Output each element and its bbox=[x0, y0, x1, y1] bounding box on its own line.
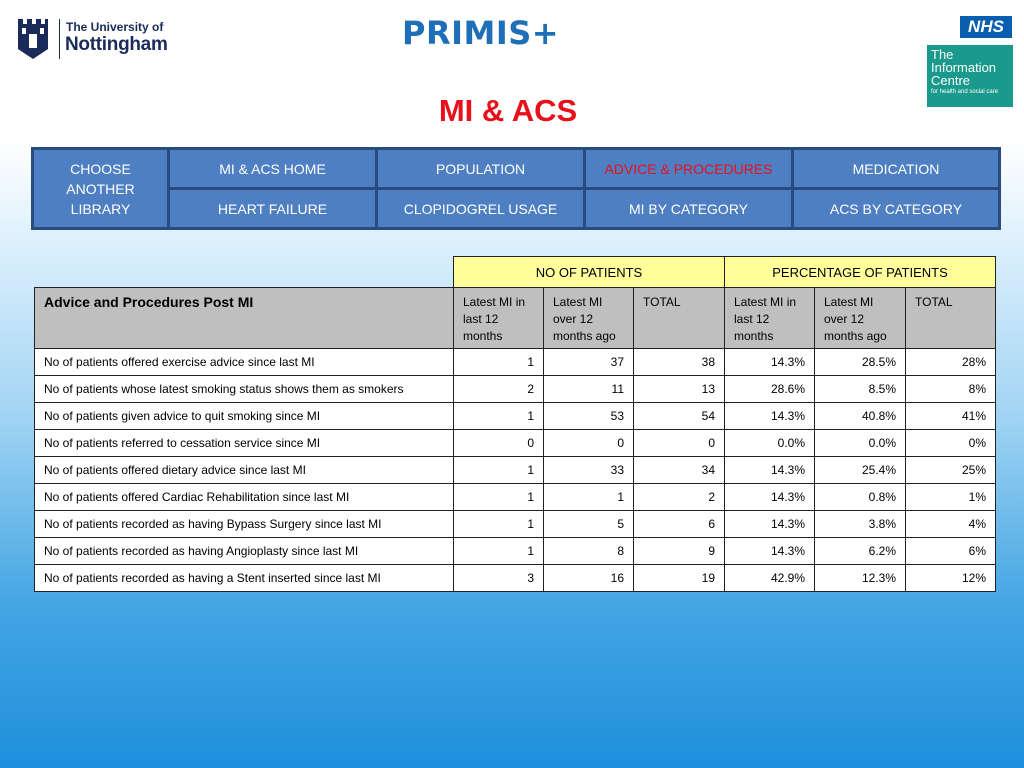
table-cell: 11 bbox=[544, 376, 634, 403]
table-row bbox=[35, 403, 996, 430]
table-cell: 1 bbox=[454, 457, 544, 484]
row-label: No of patients offered dietary advice since last MI bbox=[35, 457, 454, 484]
table-row bbox=[35, 376, 996, 403]
table-cell: 13 bbox=[634, 376, 725, 403]
table-cell: 2 bbox=[634, 484, 725, 511]
table-cell: 28.6% bbox=[725, 376, 815, 403]
table-cell: 0 bbox=[454, 430, 544, 457]
ic-logo-line1: The bbox=[931, 47, 954, 62]
table-cell: 1 bbox=[454, 538, 544, 565]
row-label: No of patients given advice to quit smoking since MI bbox=[35, 403, 454, 430]
table-cell: 2 bbox=[454, 376, 544, 403]
table-cell: 0.8% bbox=[815, 484, 906, 511]
primis-logo: PRIMIS+ bbox=[402, 14, 560, 52]
nav-advice-procedures[interactable]: ADVICE & PROCEDURES bbox=[586, 150, 791, 187]
table-row bbox=[35, 349, 996, 376]
column-header-row bbox=[35, 288, 996, 349]
row-label: No of patients referred to cessation service since MI bbox=[35, 430, 454, 457]
table-cell: 14.3% bbox=[725, 457, 815, 484]
table-row bbox=[35, 457, 996, 484]
table-cell: 0.0% bbox=[725, 430, 815, 457]
row-label: No of patients recorded as having a Stent inserted since last MI bbox=[35, 565, 454, 592]
table-cell: 8.5% bbox=[815, 376, 906, 403]
nav-medication[interactable]: MEDICATION bbox=[794, 150, 998, 187]
table-cell: 42.9% bbox=[725, 565, 815, 592]
table-cell: 12% bbox=[906, 565, 996, 592]
table-row bbox=[35, 538, 996, 565]
blank-cell bbox=[35, 257, 454, 288]
column-header: Latest MI in last 12 months bbox=[454, 288, 544, 349]
table-row bbox=[35, 430, 996, 457]
ic-logo-line3: Centre bbox=[931, 73, 971, 88]
table-cell: 14.3% bbox=[725, 403, 815, 430]
advice-procedures-table bbox=[34, 256, 996, 592]
table-cell: 41% bbox=[906, 403, 996, 430]
ic-logo-line2: Information bbox=[931, 60, 997, 75]
table-cell: 14.3% bbox=[725, 538, 815, 565]
row-label: No of patients recorded as having Bypass Surgery since last MI bbox=[35, 511, 454, 538]
table-cell: 25.4% bbox=[815, 457, 906, 484]
table-cell: 16 bbox=[544, 565, 634, 592]
table-cell: 0 bbox=[634, 430, 725, 457]
nav-clopidogrel-usage[interactable]: CLOPIDOGREL USAGE bbox=[378, 190, 583, 227]
table-cell: 4% bbox=[906, 511, 996, 538]
university-name-line1: The University of bbox=[66, 20, 164, 34]
table-cell: 6.2% bbox=[815, 538, 906, 565]
table-cell: 12.3% bbox=[815, 565, 906, 592]
row-label: No of patients recorded as having Angioplasty since last MI bbox=[35, 538, 454, 565]
library-navigation bbox=[31, 147, 1001, 230]
group-header-row bbox=[35, 257, 996, 288]
group-header-no-of-patients: NO OF PATIENTS bbox=[454, 257, 725, 288]
table-cell: 0 bbox=[544, 430, 634, 457]
table-cell: 34 bbox=[634, 457, 725, 484]
table-cell: 1 bbox=[454, 349, 544, 376]
column-header: Latest MI over 12 months ago bbox=[815, 288, 906, 349]
table-cell: 37 bbox=[544, 349, 634, 376]
table-cell: 1% bbox=[906, 484, 996, 511]
table-row bbox=[35, 511, 996, 538]
table-cell: 53 bbox=[544, 403, 634, 430]
nav-acs-by-category[interactable]: ACS BY CATEGORY bbox=[794, 190, 998, 227]
page-title: MI & ACS bbox=[438, 93, 578, 128]
table-cell: 19 bbox=[634, 565, 725, 592]
nav-population[interactable]: POPULATION bbox=[378, 150, 583, 187]
table-cell: 0.0% bbox=[815, 430, 906, 457]
table-cell: 3.8% bbox=[815, 511, 906, 538]
table-cell: 38 bbox=[634, 349, 725, 376]
table-cell: 1 bbox=[454, 403, 544, 430]
table-cell: 8% bbox=[906, 376, 996, 403]
section-title: Advice and Procedures Post MI bbox=[35, 288, 454, 349]
table-cell: 14.3% bbox=[725, 484, 815, 511]
column-header: Latest MI over 12 months ago bbox=[544, 288, 634, 349]
table-cell: 28.5% bbox=[815, 349, 906, 376]
table-cell: 40.8% bbox=[815, 403, 906, 430]
table-cell: 8 bbox=[544, 538, 634, 565]
university-of-nottingham-logo bbox=[16, 16, 176, 62]
table-cell: 6% bbox=[906, 538, 996, 565]
table-body bbox=[35, 349, 996, 592]
table-row bbox=[35, 565, 996, 592]
table-cell: 3 bbox=[454, 565, 544, 592]
table-cell: 0% bbox=[906, 430, 996, 457]
table-cell: 9 bbox=[634, 538, 725, 565]
column-header: Latest MI in last 12 months bbox=[725, 288, 815, 349]
table-cell: 14.3% bbox=[725, 511, 815, 538]
table-row bbox=[35, 484, 996, 511]
ic-logo-tagline: for health and social care bbox=[931, 89, 999, 95]
table-cell: 54 bbox=[634, 403, 725, 430]
row-label: No of patients offered exercise advice since last MI bbox=[35, 349, 454, 376]
table-cell: 33 bbox=[544, 457, 634, 484]
choose-another-library-button[interactable]: CHOOSE ANOTHER LIBRARY bbox=[34, 150, 167, 227]
row-label: No of patients whose latest smoking status shows them as smokers bbox=[35, 376, 454, 403]
table-cell: 1 bbox=[454, 484, 544, 511]
table-cell: 1 bbox=[544, 484, 634, 511]
table-cell: 6 bbox=[634, 511, 725, 538]
nhs-logo: NHS bbox=[960, 16, 1012, 38]
castle-crest-icon bbox=[16, 16, 50, 60]
table-cell: 14.3% bbox=[725, 349, 815, 376]
column-header: TOTAL bbox=[906, 288, 996, 349]
nav-mi-acs-home[interactable]: MI & ACS HOME bbox=[170, 150, 375, 187]
table-cell: 25% bbox=[906, 457, 996, 484]
row-label: No of patients offered Cardiac Rehabilitation since last MI bbox=[35, 484, 454, 511]
table-cell: 1 bbox=[454, 511, 544, 538]
column-header: TOTAL bbox=[634, 288, 725, 349]
table-cell: 5 bbox=[544, 511, 634, 538]
table-cell: 28% bbox=[906, 349, 996, 376]
university-name-line2: Nottingham bbox=[65, 34, 168, 55]
nav-heart-failure[interactable]: HEART FAILURE bbox=[170, 190, 375, 227]
nav-mi-by-category[interactable]: MI BY CATEGORY bbox=[586, 190, 791, 227]
logo-divider bbox=[59, 19, 60, 59]
group-header-percentage-of-patients: PERCENTAGE OF PATIENTS bbox=[725, 257, 996, 288]
